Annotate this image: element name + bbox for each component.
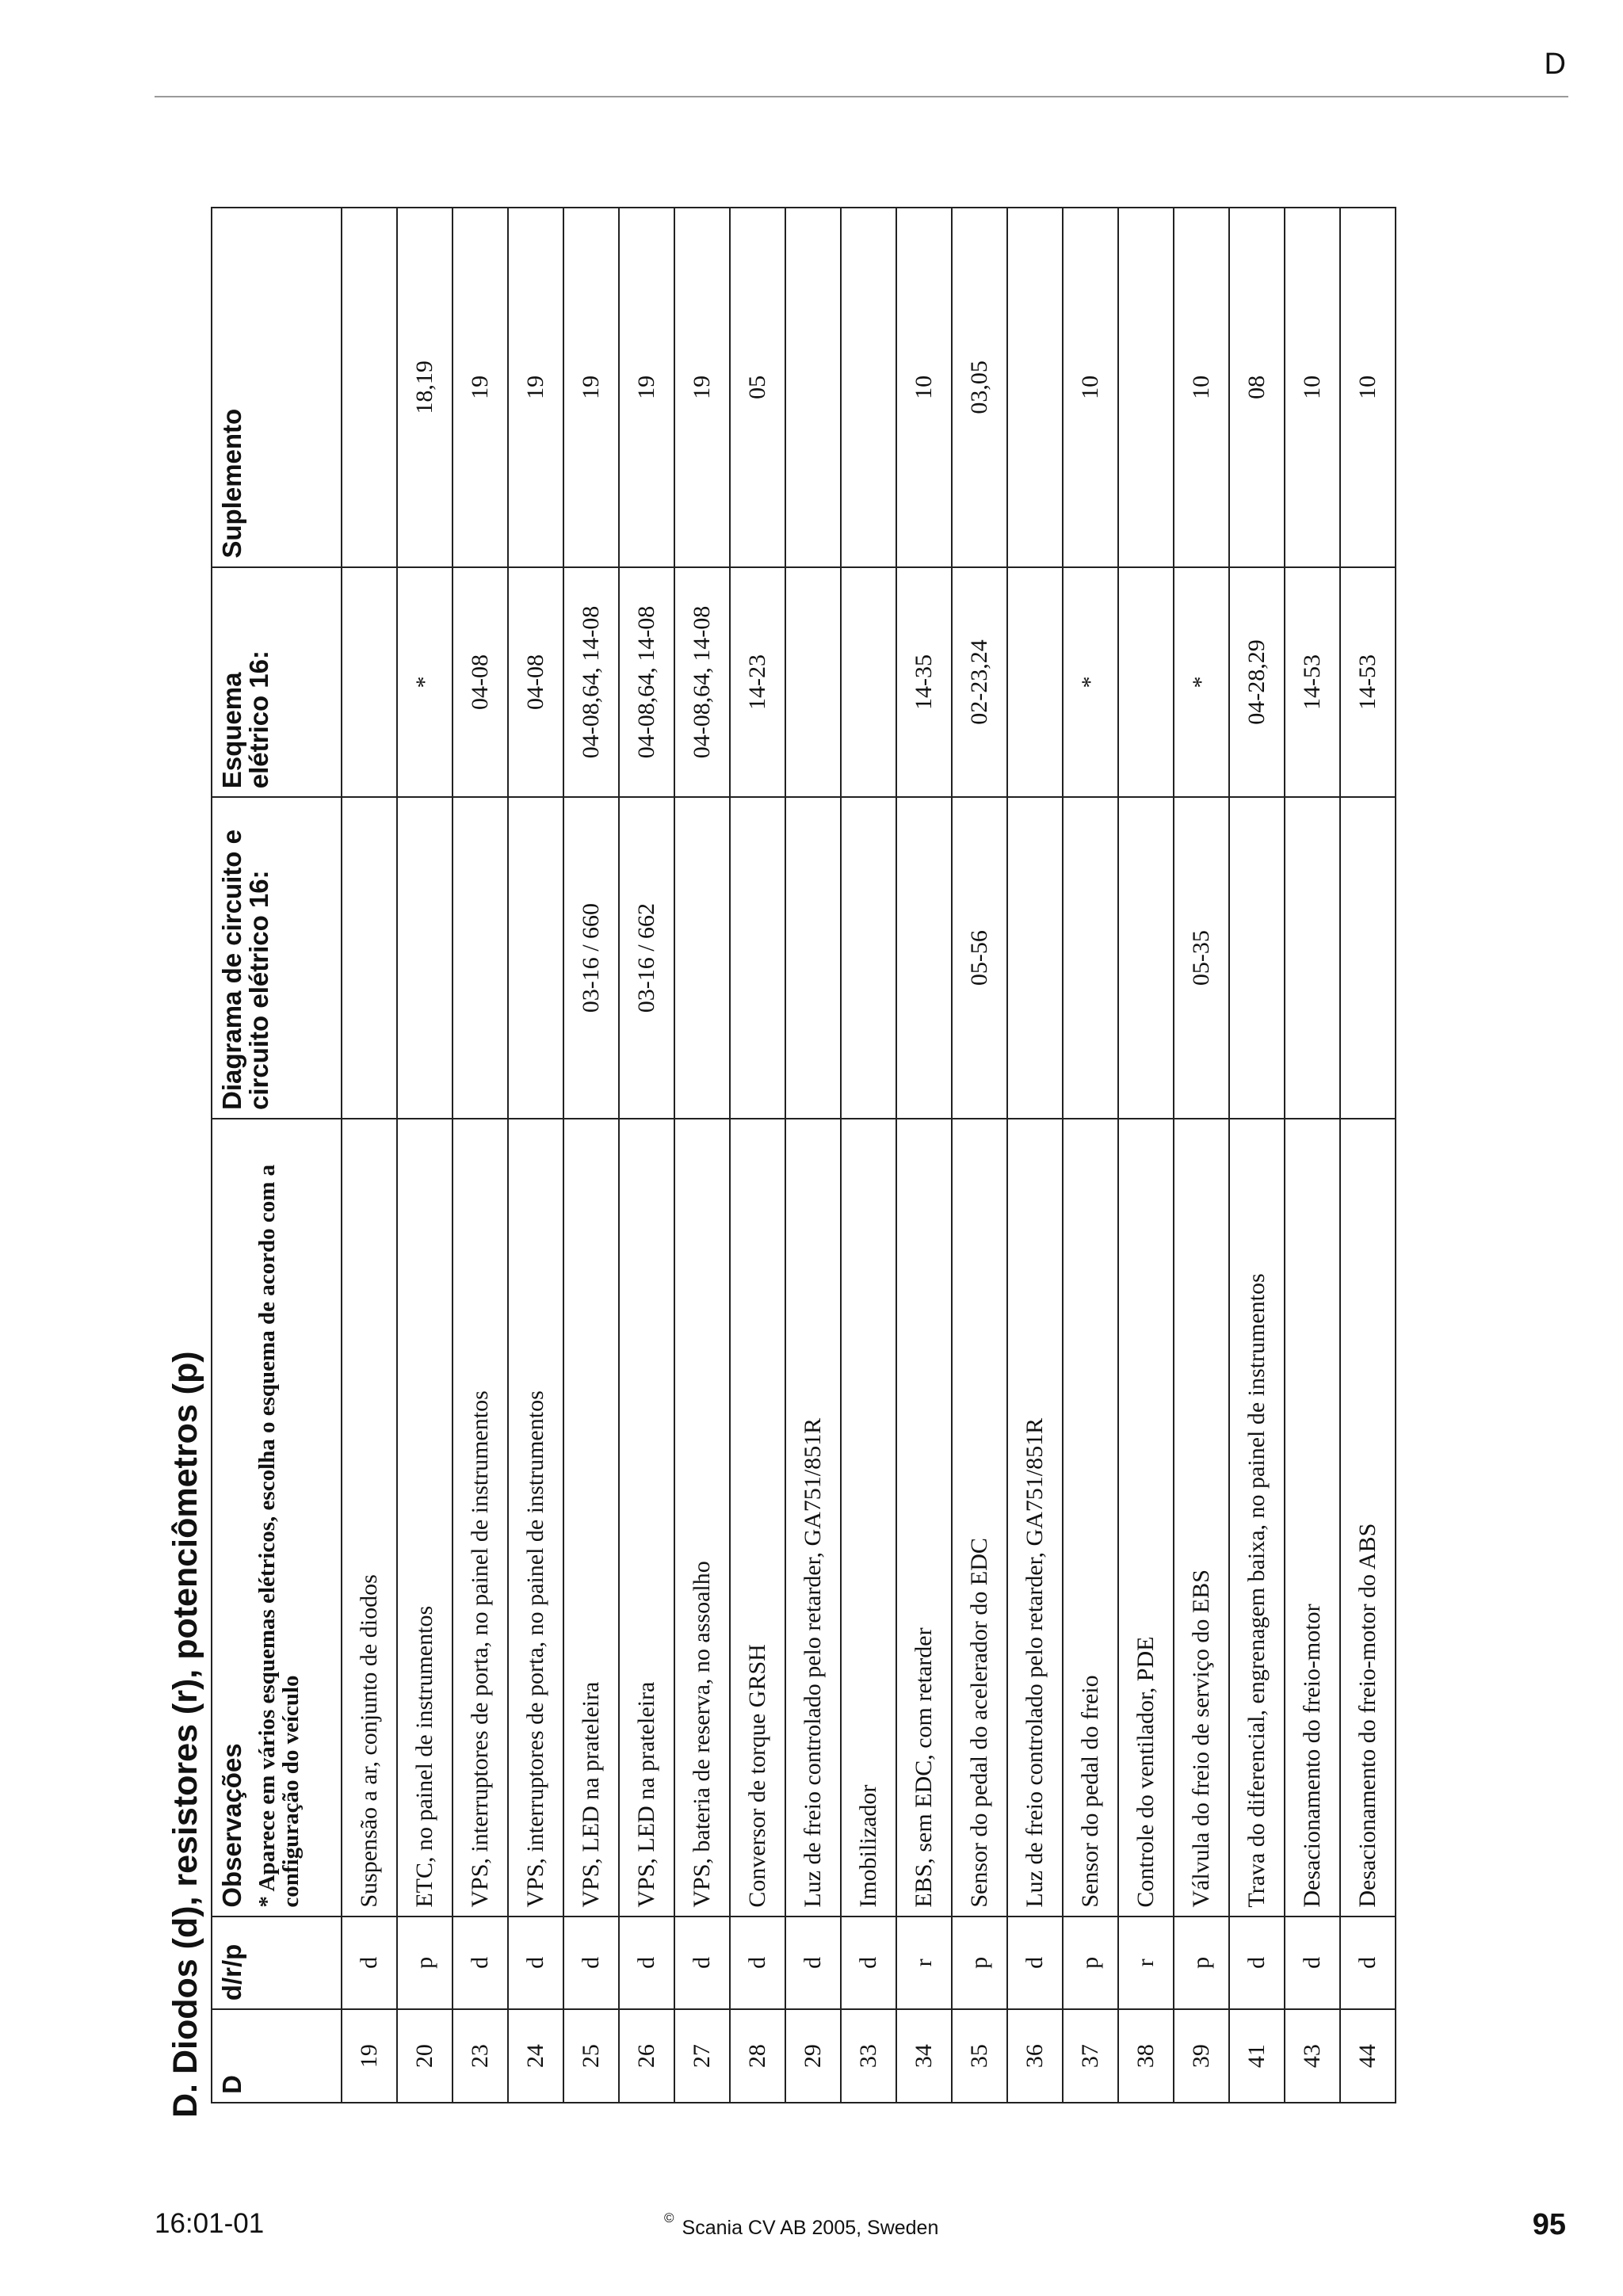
- cell-d: 34: [896, 2009, 952, 2103]
- cell-diagram: 03-16 / 660: [563, 797, 619, 1119]
- cell-drp: d: [508, 1917, 563, 2010]
- table-row: [1007, 208, 1063, 2103]
- cell-supplement: 10: [1063, 208, 1118, 567]
- cell-drp: d: [563, 1917, 619, 2010]
- section-letter: D: [1544, 48, 1566, 81]
- cell-drp: r: [896, 1917, 952, 2010]
- header-rule: [155, 96, 1568, 97]
- cell-drp: r: [1118, 1917, 1174, 2010]
- cell-diagram: 05-35: [1174, 797, 1229, 1119]
- cell-supplement: 08: [1229, 208, 1285, 567]
- cell-drp: p: [952, 1917, 1007, 2010]
- table-body: [342, 208, 1396, 2103]
- cell-diagram: [841, 797, 896, 1119]
- cell-scheme: 04-08,64, 14-08: [619, 567, 674, 798]
- cell-supplement: 10: [896, 208, 952, 567]
- cell-observation: Suspensão a ar, conjunto de diodos: [342, 1119, 397, 1917]
- cell-supplement: 19: [563, 208, 619, 567]
- cell-diagram: [896, 797, 952, 1119]
- cell-observation: Luz de freio controlado pelo retarder, GA751/851R: [785, 1119, 841, 1917]
- table-row: [785, 208, 841, 2103]
- table-row: [453, 208, 508, 2103]
- cell-d: 26: [619, 2009, 674, 2103]
- cell-observation: VPS, interruptores de porta, no painel de instrumentos: [508, 1119, 563, 1917]
- table-row: [952, 208, 1007, 2103]
- table-row: [1063, 208, 1118, 2103]
- col-header-d: D: [212, 2009, 342, 2103]
- cell-d: 39: [1174, 2009, 1229, 2103]
- cell-observation: Conversor de torque GRSH: [730, 1119, 785, 1917]
- cell-observation: VPS, interruptores de porta, no painel de instrumentos: [453, 1119, 508, 1917]
- col-header-observations: [212, 1119, 342, 1917]
- cell-d: 44: [1340, 2009, 1396, 2103]
- cell-supplement: 10: [1174, 208, 1229, 567]
- cell-observation: Luz de freio controlado pelo retarder, GA751/851R: [1007, 1119, 1063, 1917]
- cell-diagram: [342, 797, 397, 1119]
- cell-d: 38: [1118, 2009, 1174, 2103]
- col-header-supplement: Suplemento: [212, 208, 342, 567]
- cell-supplement: 19: [508, 208, 563, 567]
- table-row: [563, 208, 619, 2103]
- cell-supplement: 19: [619, 208, 674, 567]
- cell-supplement: 18,19: [397, 208, 453, 567]
- cell-drp: d: [730, 1917, 785, 2010]
- cell-drp: d: [342, 1917, 397, 2010]
- cell-drp: d: [1285, 1917, 1340, 2010]
- cell-d: 23: [453, 2009, 508, 2103]
- cell-diagram: [1340, 797, 1396, 1119]
- observations-label: Observações: [217, 1743, 246, 1908]
- table-row: [1229, 208, 1285, 2103]
- col-header-scheme: Esquema elétrico 16:: [212, 567, 342, 798]
- table-row: [508, 208, 563, 2103]
- cell-observation: Válvula do freio de serviço do EBS: [1174, 1119, 1229, 1917]
- col-header-diagram: Diagrama de circuito e circuito elétrico 16:: [212, 797, 342, 1119]
- cell-scheme: [785, 567, 841, 798]
- cell-scheme: 04-08,64, 14-08: [563, 567, 619, 798]
- observations-note: * Aparece em vários esquemas elétricos, escolha o esquema de acordo com a configuração do veículo: [254, 1164, 304, 1908]
- cell-d: 27: [674, 2009, 730, 2103]
- cell-supplement: [841, 208, 896, 567]
- cell-d: 24: [508, 2009, 563, 2103]
- cell-observation: Imobilizador: [841, 1119, 896, 1917]
- cell-observation: EBS, sem EDC, com retarder: [896, 1119, 952, 1917]
- cell-scheme: [841, 567, 896, 798]
- copyright-notice: [664, 2210, 939, 2240]
- document-code: 16:01-01: [155, 2208, 265, 2239]
- cell-drp: d: [1229, 1917, 1285, 2010]
- copyright-text: Scania CV AB 2005, Sweden: [682, 2217, 939, 2239]
- cell-scheme: [1007, 567, 1063, 798]
- cell-scheme: *: [1174, 567, 1229, 798]
- cell-supplement: [785, 208, 841, 567]
- table-row: [841, 208, 896, 2103]
- cell-drp: d: [1007, 1917, 1063, 2010]
- cell-supplement: 19: [453, 208, 508, 567]
- table-row: [1285, 208, 1340, 2103]
- table-row: [1340, 208, 1396, 2103]
- cell-drp: p: [1174, 1917, 1229, 2010]
- cell-diagram: [1007, 797, 1063, 1119]
- cell-diagram: [785, 797, 841, 1119]
- cell-diagram: [397, 797, 453, 1119]
- cell-scheme: 04-08: [453, 567, 508, 798]
- table-row: [674, 208, 730, 2103]
- cell-scheme: [1118, 567, 1174, 798]
- cell-diagram: [1063, 797, 1118, 1119]
- component-table: [211, 207, 1396, 2103]
- cell-drp: p: [397, 1917, 453, 2010]
- cell-scheme: [342, 567, 397, 798]
- cell-drp: p: [1063, 1917, 1118, 2010]
- cell-supplement: 10: [1285, 208, 1340, 567]
- table-row: [896, 208, 952, 2103]
- cell-supplement: [342, 208, 397, 567]
- cell-d: 28: [730, 2009, 785, 2103]
- cell-d: 35: [952, 2009, 1007, 2103]
- cell-scheme: 14-53: [1340, 567, 1396, 798]
- cell-drp: d: [785, 1917, 841, 2010]
- cell-observation: Desacionamento do freio-motor do ABS: [1340, 1119, 1396, 1917]
- cell-scheme: 14-23: [730, 567, 785, 798]
- cell-drp: d: [453, 1917, 508, 2010]
- cell-drp: d: [1340, 1917, 1396, 2010]
- cell-supplement: 19: [674, 208, 730, 567]
- cell-scheme: 04-08,64, 14-08: [674, 567, 730, 798]
- page-title: D. Diodos (d), resistores (r), potenciômetros (p): [166, 1351, 204, 2118]
- cell-d: 20: [397, 2009, 453, 2103]
- cell-diagram: 03-16 / 662: [619, 797, 674, 1119]
- cell-supplement: 10: [1340, 208, 1396, 567]
- cell-drp: d: [674, 1917, 730, 2010]
- cell-observation: ETC, no painel de instrumentos: [397, 1119, 453, 1917]
- cell-supplement: 05: [730, 208, 785, 567]
- rotated-content: [166, 207, 1466, 2118]
- copyright-symbol: ©: [664, 2210, 674, 2225]
- cell-observation: Controle do ventilador, PDE: [1118, 1119, 1174, 1917]
- cell-observation: Sensor do pedal do freio: [1063, 1119, 1118, 1917]
- cell-observation: VPS, bateria de reserva, no assoalho: [674, 1119, 730, 1917]
- col-header-drp: d/r/p: [212, 1917, 342, 2010]
- cell-diagram: [674, 797, 730, 1119]
- table-row: [730, 208, 785, 2103]
- cell-observation: Desacionamento do freio-motor: [1285, 1119, 1340, 1917]
- cell-d: 37: [1063, 2009, 1118, 2103]
- cell-drp: d: [841, 1917, 896, 2010]
- cell-scheme: 14-35: [896, 567, 952, 798]
- cell-observation: Trava do diferencial, engrenagem baixa, no painel de instrumentos: [1229, 1119, 1285, 1917]
- cell-scheme: 02-23,24: [952, 567, 1007, 798]
- cell-observation: VPS, LED na prateleira: [563, 1119, 619, 1917]
- table-header-row: [212, 208, 342, 2103]
- table-row: [619, 208, 674, 2103]
- table-row: [1118, 208, 1174, 2103]
- cell-diagram: [730, 797, 785, 1119]
- cell-scheme: 04-08: [508, 567, 563, 798]
- cell-supplement: 03,05: [952, 208, 1007, 567]
- cell-diagram: [1118, 797, 1174, 1119]
- cell-scheme: 04-28,29: [1229, 567, 1285, 798]
- cell-observation: Sensor do pedal do acelerador do EDC: [952, 1119, 1007, 1917]
- cell-scheme: *: [397, 567, 453, 798]
- table-row: [342, 208, 397, 2103]
- cell-drp: d: [619, 1917, 674, 2010]
- cell-d: 41: [1229, 2009, 1285, 2103]
- cell-diagram: [1285, 797, 1340, 1119]
- cell-d: 33: [841, 2009, 896, 2103]
- cell-diagram: [1229, 797, 1285, 1119]
- cell-diagram: [453, 797, 508, 1119]
- cell-scheme: 14-53: [1285, 567, 1340, 798]
- table-row: [397, 208, 453, 2103]
- cell-observation: VPS, LED na prateleira: [619, 1119, 674, 1917]
- cell-supplement: [1118, 208, 1174, 567]
- cell-diagram: 05-56: [952, 797, 1007, 1119]
- cell-diagram: [508, 797, 563, 1119]
- cell-scheme: *: [1063, 567, 1118, 798]
- cell-d: 29: [785, 2009, 841, 2103]
- cell-d: 19: [342, 2009, 397, 2103]
- page-number: 95: [1532, 2208, 1566, 2241]
- table-row: [1174, 208, 1229, 2103]
- cell-d: 43: [1285, 2009, 1340, 2103]
- cell-d: 25: [563, 2009, 619, 2103]
- cell-d: 36: [1007, 2009, 1063, 2103]
- cell-supplement: [1007, 208, 1063, 567]
